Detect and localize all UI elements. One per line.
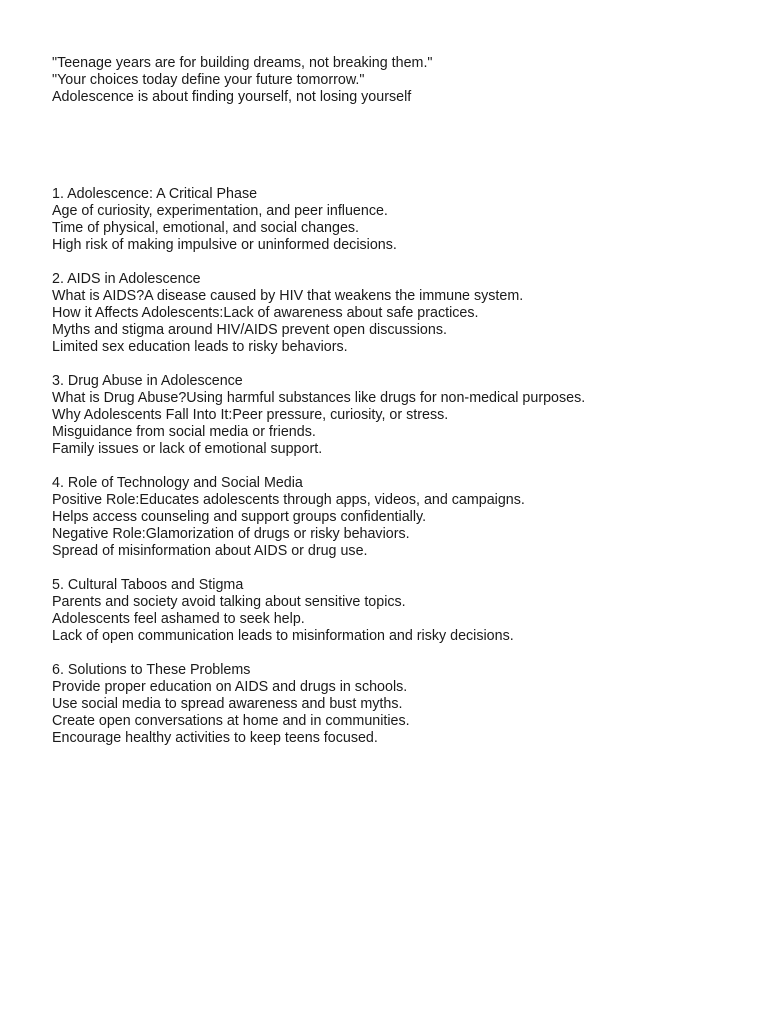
section-line: Provide proper education on AIDS and drugs in schools.: [52, 679, 408, 695]
section-heading: 2. AIDS in Adolescence: [52, 271, 201, 287]
section-line: Misguidance from social media or friends.: [52, 424, 316, 440]
section-heading: 5. Cultural Taboos and Stigma: [52, 577, 244, 593]
section-line: Helps access counseling and support groups confidentially.: [52, 509, 427, 525]
section-line: High risk of making impulsive or uninformed decisions.: [52, 237, 397, 253]
quote-line: Adolescence is about finding yourself, not losing yourself: [52, 89, 412, 105]
section-line: Create open conversations at home and in communities.: [52, 713, 410, 729]
section-heading: 6. Solutions to These Problems: [52, 662, 251, 678]
section-line: Adolescents feel ashamed to seek help.: [52, 611, 305, 627]
section-line: Lack of open communication leads to misinformation and risky decisions.: [52, 628, 514, 644]
section-line: Myths and stigma around HIV/AIDS prevent open discussions.: [52, 322, 447, 338]
section-adolescence-critical-phase: [52, 186, 742, 254]
section-aids-in-adolescence: [52, 271, 742, 356]
section-cultural-taboos: [52, 577, 742, 645]
section-heading: 1. Adolescence: A Critical Phase: [52, 186, 258, 202]
section-line: Age of curiosity, experimentation, and peer influence.: [52, 203, 388, 219]
quote-line: "Teenage years are for building dreams, not breaking them.": [52, 55, 433, 71]
section-line: What is Drug Abuse?Using harmful substances like drugs for non-medical purposes.: [52, 390, 586, 406]
section-line: Family issues or lack of emotional support.: [52, 441, 323, 457]
quote-line: "Your choices today define your future tomorrow.": [52, 72, 365, 88]
section-line: Use social media to spread awareness and bust myths.: [52, 696, 403, 712]
section-line: Positive Role:Educates adolescents through apps, videos, and campaigns.: [52, 492, 525, 508]
section-line: Spread of misinformation about AIDS or drug use.: [52, 543, 368, 559]
section-technology-social-media: [52, 475, 742, 560]
section-line: Limited sex education leads to risky behaviors.: [52, 339, 348, 355]
section-line: Encourage healthy activities to keep teens focused.: [52, 730, 378, 746]
section-line: Why Adolescents Fall Into It:Peer pressure, curiosity, or stress.: [52, 407, 449, 423]
section-solutions: [52, 662, 742, 747]
section-heading: 3. Drug Abuse in Adolescence: [52, 373, 243, 389]
document-page: [52, 55, 742, 747]
section-line: Negative Role:Glamorization of drugs or risky behaviors.: [52, 526, 410, 542]
section-drug-abuse: [52, 373, 742, 458]
section-line: What is AIDS?A disease caused by HIV that weakens the immune system.: [52, 288, 524, 304]
section-heading: 4. Role of Technology and Social Media: [52, 475, 303, 491]
section-line: Parents and society avoid talking about sensitive topics.: [52, 594, 406, 610]
section-line: Time of physical, emotional, and social changes.: [52, 220, 360, 236]
section-line: How it Affects Adolescents:Lack of awareness about safe practices.: [52, 305, 479, 321]
quotes-block: [52, 55, 742, 106]
